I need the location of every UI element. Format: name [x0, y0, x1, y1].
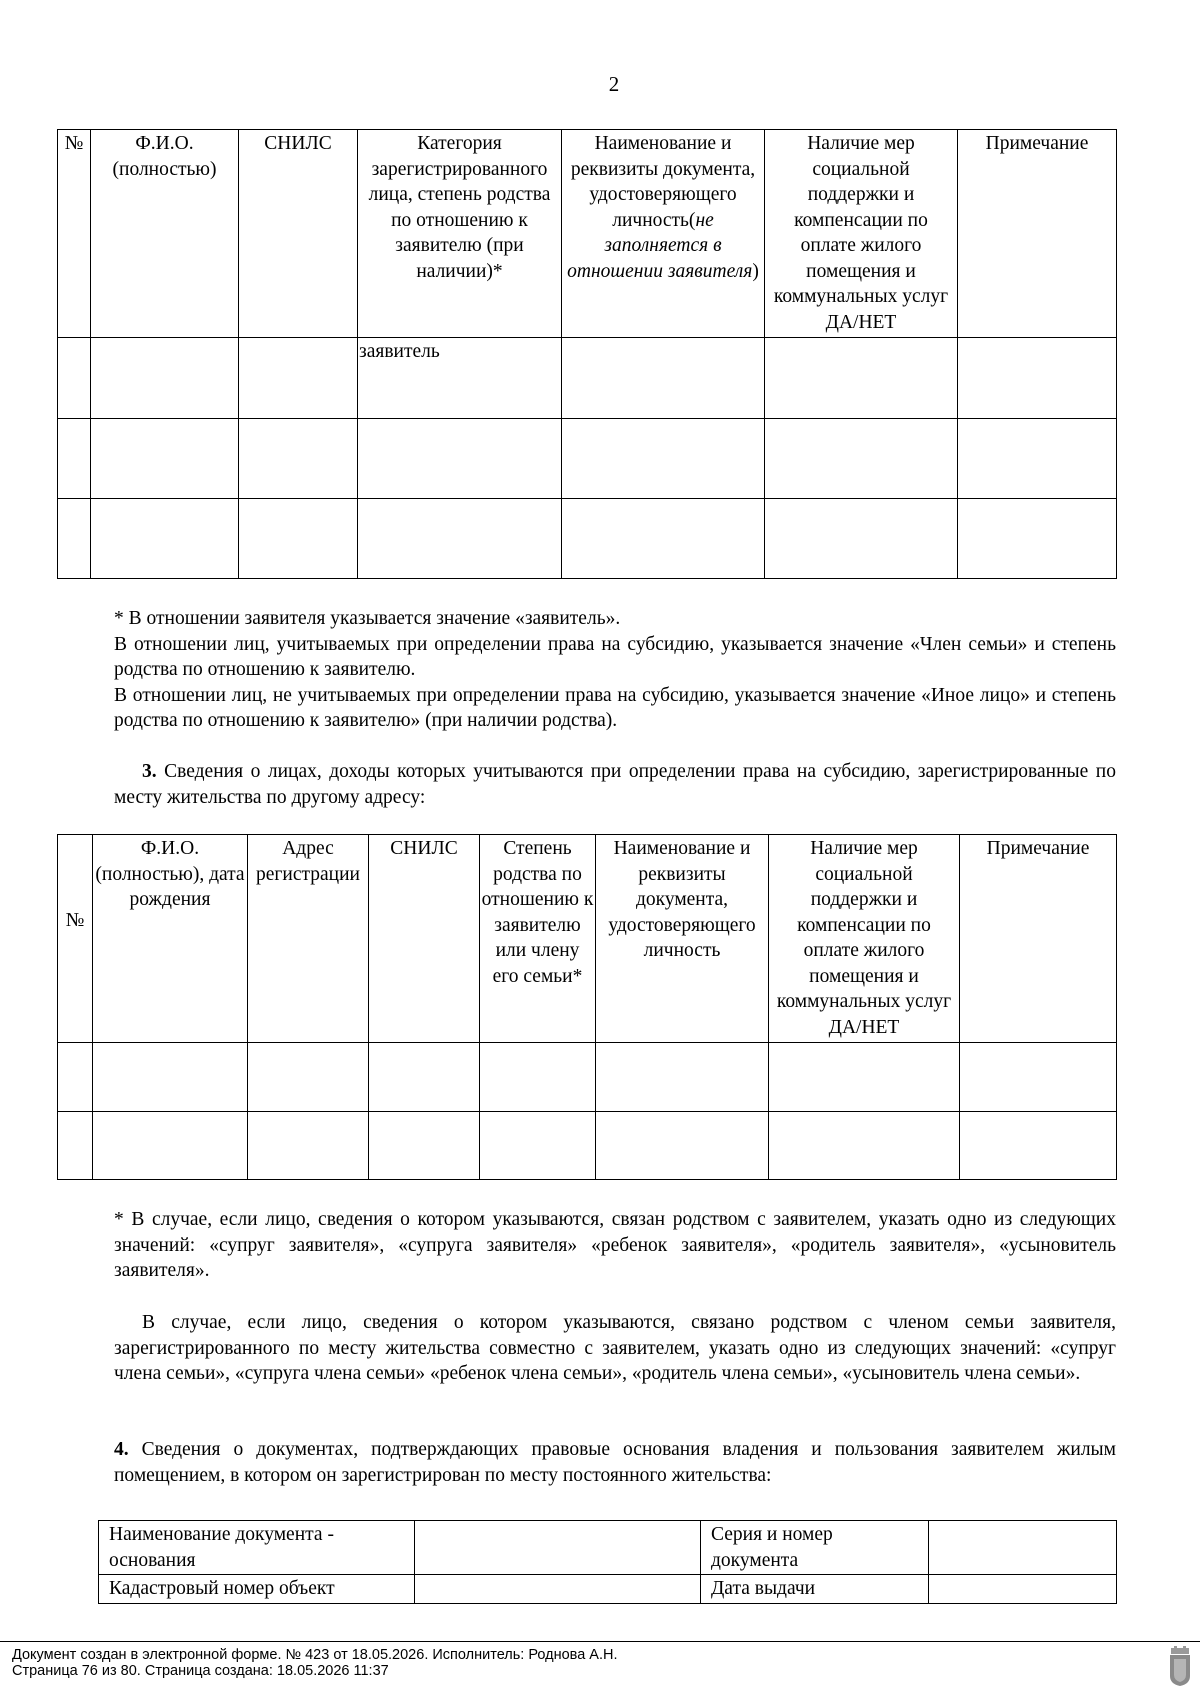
col-number-header: №: [58, 130, 91, 338]
table-cell[interactable]: [239, 499, 358, 579]
section-4-text: Сведения о документах, подтверждающих правовые основания владения и пользования заявителем жилым помещением, в котором он зарегистрирован по месту постоянного жительства:: [114, 1439, 1116, 1486]
col-number-header: [58, 835, 93, 1043]
table-row: [99, 1521, 1117, 1575]
col-kinship-header: Степень родства по отношению к заявителю или члену его семьи*: [480, 835, 596, 1043]
notes-block-2: [114, 1207, 1116, 1284]
table-cell[interactable]: [358, 499, 562, 579]
notes-block-1: [114, 606, 1116, 734]
footer-line-1: Документ создан в электронной форме. № 423 от 18.05.2026. Исполнитель: Роднова А.Н.: [12, 1647, 618, 1663]
table-cell[interactable]: [58, 499, 91, 579]
note-paragraph-1: * В случае, если лицо, сведения о котором указываются, связан родством с заявителем, указать одно из следующих значений: «супруг заявителя», «супруга заявителя» «ребенок заявителя», «родитель заявителя», «усыновитель заявителя».: [114, 1209, 1116, 1281]
table-cell[interactable]: [596, 1043, 769, 1112]
doc-header-italic: не заполняется в отношении заявителя: [567, 209, 753, 282]
table-cell[interactable]: [596, 1112, 769, 1180]
registered-persons-table: [57, 129, 1117, 579]
col-note-header: Примечание: [960, 835, 1117, 1043]
table-cell[interactable]: [769, 1112, 960, 1180]
coat-of-arms-icon: [1168, 1646, 1192, 1686]
col-support-header: Наличие мер социальной поддержки и компенсации по оплате жилого помещения и коммунальных услуг ДА/НЕТ: [765, 130, 958, 338]
col-category-header: Категория зарегистрированного лица, степень родства по отношению к заявителю (при наличии)*: [358, 130, 562, 338]
notes-block-3: [114, 1310, 1116, 1387]
table-cell[interactable]: [958, 338, 1117, 419]
col-document-header: Наименование и реквизиты документа, удостоверяющего личность: [596, 835, 769, 1043]
section-3-heading: [114, 759, 1116, 810]
table-cell[interactable]: [562, 338, 765, 419]
issue-date-value[interactable]: [929, 1575, 1117, 1604]
table-cell-category: заявитель: [358, 338, 562, 419]
table-cell[interactable]: [91, 338, 239, 419]
table-header-row: [58, 130, 1117, 338]
table-cell[interactable]: [562, 419, 765, 499]
table-cell[interactable]: [239, 338, 358, 419]
table-cell[interactable]: [960, 1112, 1117, 1180]
doc-name-label: Наименование документа - основания: [99, 1521, 415, 1575]
table-cell[interactable]: [91, 499, 239, 579]
col-note-header: Примечание: [958, 130, 1117, 338]
col-address-header: Адрес регистрации: [248, 835, 369, 1043]
col-document-header: [562, 130, 765, 338]
table-row: [58, 499, 1117, 579]
table-cell[interactable]: [765, 499, 958, 579]
page-number: 2: [608, 72, 620, 96]
col-snils-header: СНИЛС: [369, 835, 480, 1043]
doc-header-close: ): [752, 260, 759, 282]
table-cell[interactable]: [765, 338, 958, 419]
col-support-header: Наличие мер социальной поддержки и компенсации по оплате жилого помещения и коммунальных услуг ДА/НЕТ: [769, 835, 960, 1043]
table-cell[interactable]: [480, 1043, 596, 1112]
doc-name-value[interactable]: [415, 1521, 701, 1575]
other-address-persons-table: [57, 834, 1117, 1180]
cadastral-value[interactable]: [415, 1575, 701, 1604]
table-row: [58, 338, 1117, 419]
note-paragraph-2: В случае, если лицо, сведения о котором указываются, связано родством с членом семьи заявителя, зарегистрированного по месту жительства совместно с заявителем, указать одно из следующих значений: «супруг члена семьи», «супруга члена семьи» «ребенок члена семьи», «родитель члена семьи», «усыновитель члена семьи».: [114, 1312, 1116, 1384]
col-snils-header: СНИЛС: [239, 130, 358, 338]
footer-divider: [0, 1641, 1200, 1642]
table-row: [99, 1575, 1117, 1604]
table-cell[interactable]: [960, 1043, 1117, 1112]
section-4-number: 4.: [114, 1439, 129, 1460]
table-cell[interactable]: [248, 1043, 369, 1112]
table-cell[interactable]: [58, 1043, 93, 1112]
footer: [12, 1647, 618, 1679]
table-row: [58, 1043, 1117, 1112]
ownership-documents-table: [98, 1520, 1117, 1604]
note-line: * В отношении заявителя указывается значение «заявитель».: [114, 608, 621, 629]
section-3-number: 3.: [142, 761, 157, 782]
series-value[interactable]: [929, 1521, 1117, 1575]
note-line: В отношении лиц, учитываемых при определении права на субсидию, указывается значение «Член семьи» и степень родства по отношению к заявителю.: [114, 633, 1116, 680]
series-label: Серия и номер документа: [701, 1521, 929, 1575]
col-number-header-text: №: [65, 910, 85, 931]
table-cell[interactable]: [58, 419, 91, 499]
note-line: В отношении лиц, не учитываемых при определении права на субсидию, указывается значение «Иное лицо» и степень родства по отношению к заявителю» (при наличии родства).: [114, 684, 1116, 731]
col-fio-header: Ф.И.О. (полностью): [91, 130, 239, 338]
table-cell[interactable]: [91, 419, 239, 499]
table-cell[interactable]: [769, 1043, 960, 1112]
issue-date-label: Дата выдачи: [701, 1575, 929, 1604]
table-cell[interactable]: [93, 1043, 248, 1112]
section-4-heading: [114, 1437, 1116, 1488]
table-cell[interactable]: [958, 499, 1117, 579]
table-cell[interactable]: [239, 419, 358, 499]
doc-header-text: Наименование и реквизиты документа, удостоверяющего личность(: [570, 133, 756, 231]
table-header-row: [58, 835, 1117, 1043]
table-cell[interactable]: [369, 1112, 480, 1180]
table-cell[interactable]: [358, 419, 562, 499]
section-3-text: Сведения о лицах, доходы которых учитываются при определении права на субсидию, зарегистрированные по месту жительства по другому адресу:: [114, 761, 1116, 808]
table-cell[interactable]: [93, 1112, 248, 1180]
cadastral-label: Кадастровый номер объект: [99, 1575, 415, 1604]
table-cell[interactable]: [480, 1112, 596, 1180]
table-cell[interactable]: [958, 419, 1117, 499]
footer-line-2: Страница 76 из 80. Страница создана: 18.05.2026 11:37: [12, 1663, 389, 1679]
table-cell[interactable]: [58, 1112, 93, 1180]
table-cell[interactable]: [765, 419, 958, 499]
table-row: [58, 419, 1117, 499]
table-cell[interactable]: [248, 1112, 369, 1180]
table-cell[interactable]: [58, 338, 91, 419]
table-cell[interactable]: [369, 1043, 480, 1112]
table-row: [58, 1112, 1117, 1180]
table-cell[interactable]: [562, 499, 765, 579]
col-fio-header: Ф.И.О. (полностью), дата рождения: [93, 835, 248, 1043]
